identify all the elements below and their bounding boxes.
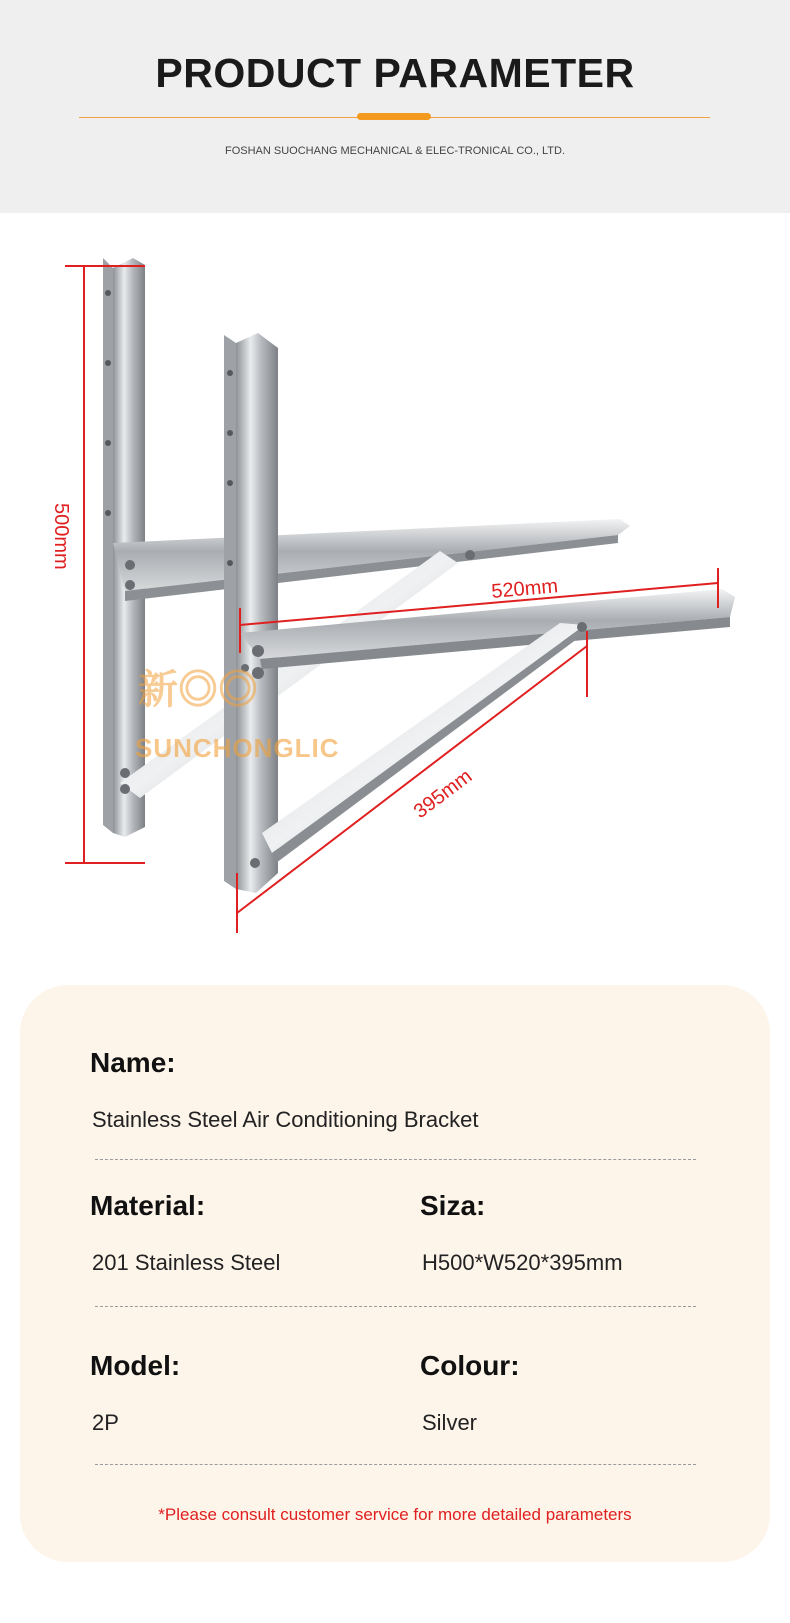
name-label: Name: (90, 1047, 176, 1078)
material-value: 201 Stainless Steel (92, 1250, 281, 1275)
divider (95, 1306, 696, 1307)
watermark-text: SUNCHONGLIC (135, 733, 340, 763)
title-accent-bar (357, 113, 431, 120)
dim-width-label: 520mm (490, 575, 559, 603)
colour-value: Silver (422, 1410, 478, 1435)
page-title: PRODUCT PARAMETER (155, 50, 635, 96)
model-value: 2P (92, 1410, 119, 1435)
company-name: FOSHAN SUOCHANG MECHANICAL & ELEC-TRONICAL CO., LTD. (224, 145, 566, 157)
name-value: Stainless Steel Air Conditioning Bracket (92, 1107, 479, 1132)
product-figure (0, 213, 790, 973)
dim-depth-label: 395mm (409, 765, 477, 823)
dim-height-label: 500mm (50, 503, 72, 570)
spec-card (20, 985, 770, 1562)
colour-label: Colour: (420, 1350, 520, 1381)
size-value: H500*W520*395mm (422, 1250, 623, 1275)
header-banner (0, 0, 790, 213)
consult-note: *Please consult customer service for more detailed parameters (158, 1505, 632, 1524)
material-label: Material: (90, 1190, 206, 1221)
model-label: Model: (90, 1350, 181, 1381)
front-bracket (224, 333, 735, 893)
divider (95, 1464, 696, 1465)
svg-text:新◎◎: 新◎◎ (138, 667, 258, 712)
divider (95, 1159, 696, 1160)
bracket-illustration (0, 213, 790, 973)
size-label: Siza: (420, 1190, 486, 1221)
